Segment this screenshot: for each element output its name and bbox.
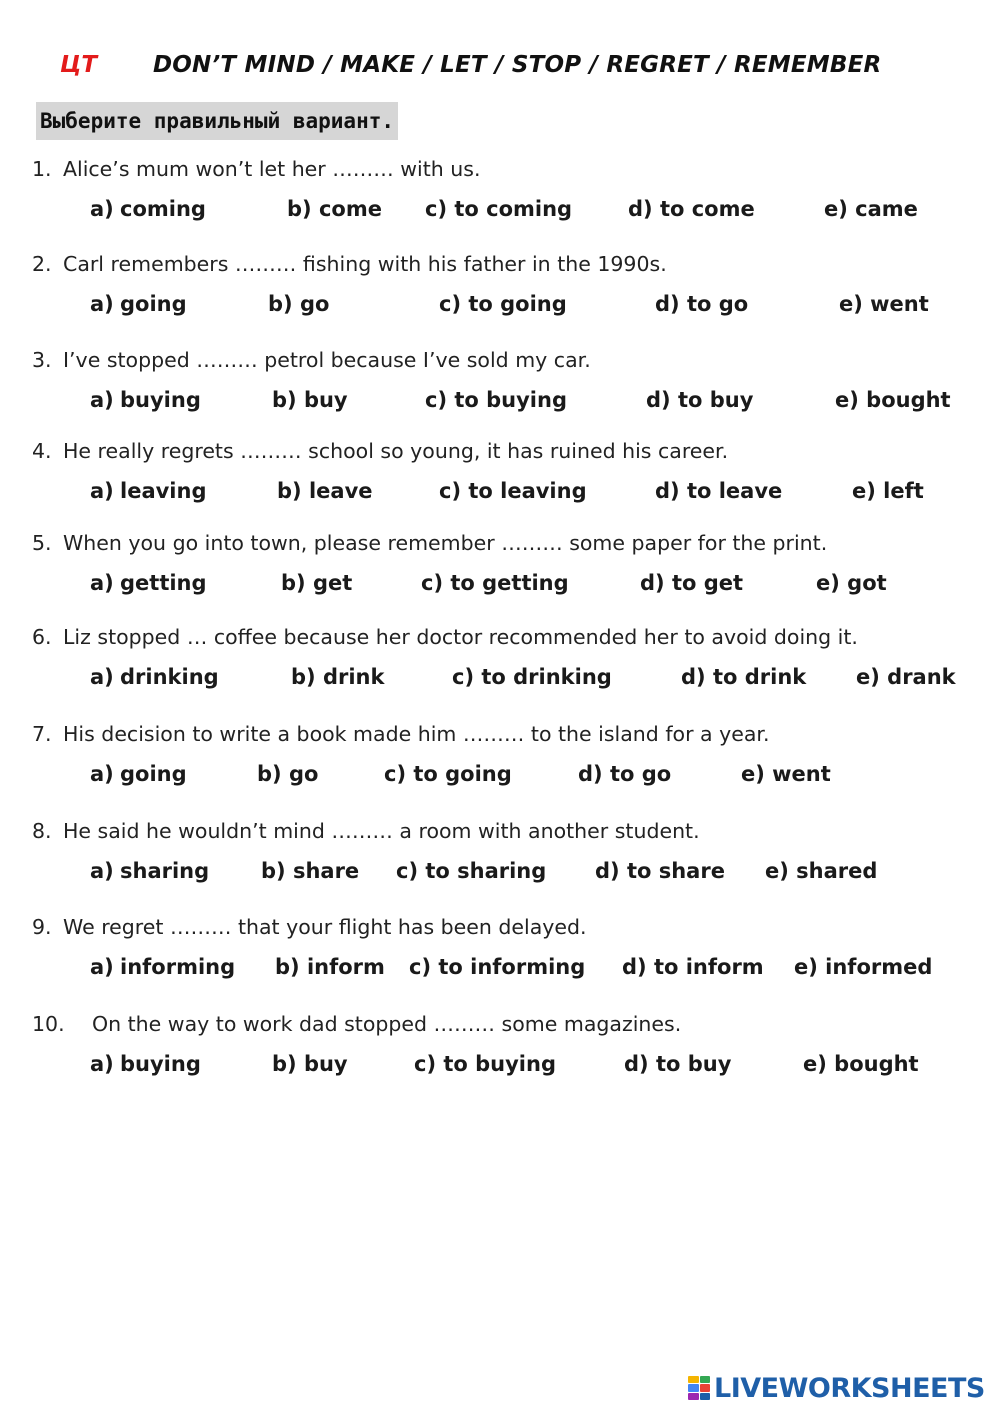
- question-number: 10.: [32, 1012, 65, 1036]
- option-a[interactable]: a) coming: [90, 197, 206, 221]
- option-e[interactable]: e) went: [741, 762, 831, 786]
- option-b[interactable]: b) come: [287, 197, 382, 221]
- question-text: Carl remembers ……… fishing with his father in the 1990s.: [63, 252, 667, 276]
- question-5: [32, 529, 982, 595]
- question-number: 7.: [32, 722, 52, 746]
- question-4: [32, 437, 982, 503]
- option-a[interactable]: a) going: [90, 292, 187, 316]
- question-6: [32, 623, 982, 689]
- option-b[interactable]: b) inform: [275, 955, 385, 979]
- question-number: 4.: [32, 439, 52, 463]
- option-c[interactable]: c) to going: [384, 762, 512, 786]
- question-text: When you go into town, please remember ……… some paper for the print.: [63, 531, 828, 555]
- option-d[interactable]: d) to inform: [622, 955, 764, 979]
- option-b[interactable]: b) get: [281, 571, 353, 595]
- option-c[interactable]: c) to going: [439, 292, 567, 316]
- option-e[interactable]: e) left: [852, 479, 924, 503]
- answer-options: [32, 663, 982, 693]
- question-text: Liz stopped … coffee because her doctor recommended her to avoid doing it.: [63, 625, 858, 649]
- answer-options: [32, 857, 982, 887]
- option-d[interactable]: d) to get: [640, 571, 744, 595]
- option-c[interactable]: c) to sharing: [396, 859, 547, 883]
- option-d[interactable]: d) to come: [628, 197, 755, 221]
- question-3: [32, 346, 982, 412]
- answer-options: [32, 195, 982, 225]
- option-e[interactable]: e) informed: [794, 955, 933, 979]
- brand-name: LIVEWORKSHEETS: [714, 1372, 985, 1404]
- option-a[interactable]: a) going: [90, 762, 187, 786]
- option-d[interactable]: d) to leave: [655, 479, 783, 503]
- question-number: 3.: [32, 348, 52, 372]
- option-c[interactable]: c) to buying: [414, 1052, 556, 1076]
- option-d[interactable]: d) to drink: [681, 665, 807, 689]
- question-7: [32, 720, 982, 786]
- option-c[interactable]: c) to getting: [421, 571, 569, 595]
- answer-options: [32, 953, 982, 983]
- question-9: [32, 913, 982, 979]
- question-number: 5.: [32, 531, 52, 555]
- question-number: 9.: [32, 915, 52, 939]
- option-b[interactable]: b) buy: [272, 1052, 348, 1076]
- option-a[interactable]: a) buying: [90, 388, 201, 412]
- question-number: 8.: [32, 819, 52, 843]
- option-e[interactable]: e) shared: [765, 859, 878, 883]
- liveworksheets-logo-icon: [688, 1376, 710, 1400]
- option-e[interactable]: e) got: [816, 571, 887, 595]
- question-text: He said he wouldn’t mind ……… a room with another student.: [63, 819, 700, 843]
- option-e[interactable]: e) drank: [856, 665, 956, 689]
- liveworksheets-brand: [688, 1373, 985, 1403]
- option-c[interactable]: c) to drinking: [452, 665, 612, 689]
- question-1: [32, 155, 982, 221]
- question-text: We regret ……… that your flight has been delayed.: [63, 915, 587, 939]
- option-e[interactable]: e) bought: [835, 388, 951, 412]
- option-a[interactable]: a) drinking: [90, 665, 219, 689]
- option-d[interactable]: d) to share: [595, 859, 725, 883]
- answer-options: [32, 569, 982, 599]
- question-text: Alice’s mum won’t let her ……… with us.: [63, 157, 481, 181]
- option-d[interactable]: d) to buy: [646, 388, 754, 412]
- option-b[interactable]: b) go: [257, 762, 319, 786]
- option-e[interactable]: e) went: [839, 292, 929, 316]
- option-a[interactable]: a) getting: [90, 571, 207, 595]
- option-a[interactable]: a) informing: [90, 955, 236, 979]
- option-c[interactable]: c) to coming: [425, 197, 573, 221]
- option-a[interactable]: a) sharing: [90, 859, 210, 883]
- question-number: 1.: [32, 157, 52, 181]
- answer-options: [32, 760, 982, 790]
- question-text: On the way to work dad stopped ……… some magazines.: [92, 1012, 682, 1036]
- option-b[interactable]: b) leave: [277, 479, 373, 503]
- answer-options: [32, 477, 982, 507]
- option-a[interactable]: a) leaving: [90, 479, 207, 503]
- question-text: He really regrets ……… school so young, it has ruined his career.: [63, 439, 729, 463]
- option-d[interactable]: d) to go: [578, 762, 672, 786]
- question-text: His decision to write a book made him ……… to the island for a year.: [63, 722, 770, 746]
- option-b[interactable]: b) buy: [272, 388, 348, 412]
- option-e[interactable]: e) came: [824, 197, 918, 221]
- option-d[interactable]: d) to buy: [624, 1052, 732, 1076]
- option-c[interactable]: c) to informing: [409, 955, 586, 979]
- page-header: [0, 52, 999, 82]
- answer-options: [32, 290, 982, 320]
- option-e[interactable]: e) bought: [803, 1052, 919, 1076]
- question-number: 2.: [32, 252, 52, 276]
- option-b[interactable]: b) go: [268, 292, 330, 316]
- option-b[interactable]: b) drink: [291, 665, 385, 689]
- option-c[interactable]: c) to leaving: [439, 479, 587, 503]
- header-title: DON’T MIND / MAKE / LET / STOP / REGRET / REMEMBER: [153, 52, 882, 78]
- header-tag: ЦТ: [60, 52, 98, 78]
- question-number: 6.: [32, 625, 52, 649]
- answer-options: [32, 1050, 982, 1080]
- answer-options: [32, 386, 982, 416]
- option-c[interactable]: c) to buying: [425, 388, 567, 412]
- option-d[interactable]: d) to go: [655, 292, 749, 316]
- option-b[interactable]: b) share: [261, 859, 360, 883]
- option-a[interactable]: a) buying: [90, 1052, 201, 1076]
- question-text: I’ve stopped ……… petrol because I’ve sold my car.: [63, 348, 591, 372]
- instruction-text: Выберите правильный вариант.: [36, 102, 398, 140]
- question-10: [32, 1010, 982, 1076]
- question-8: [32, 817, 982, 883]
- question-2: [32, 250, 982, 316]
